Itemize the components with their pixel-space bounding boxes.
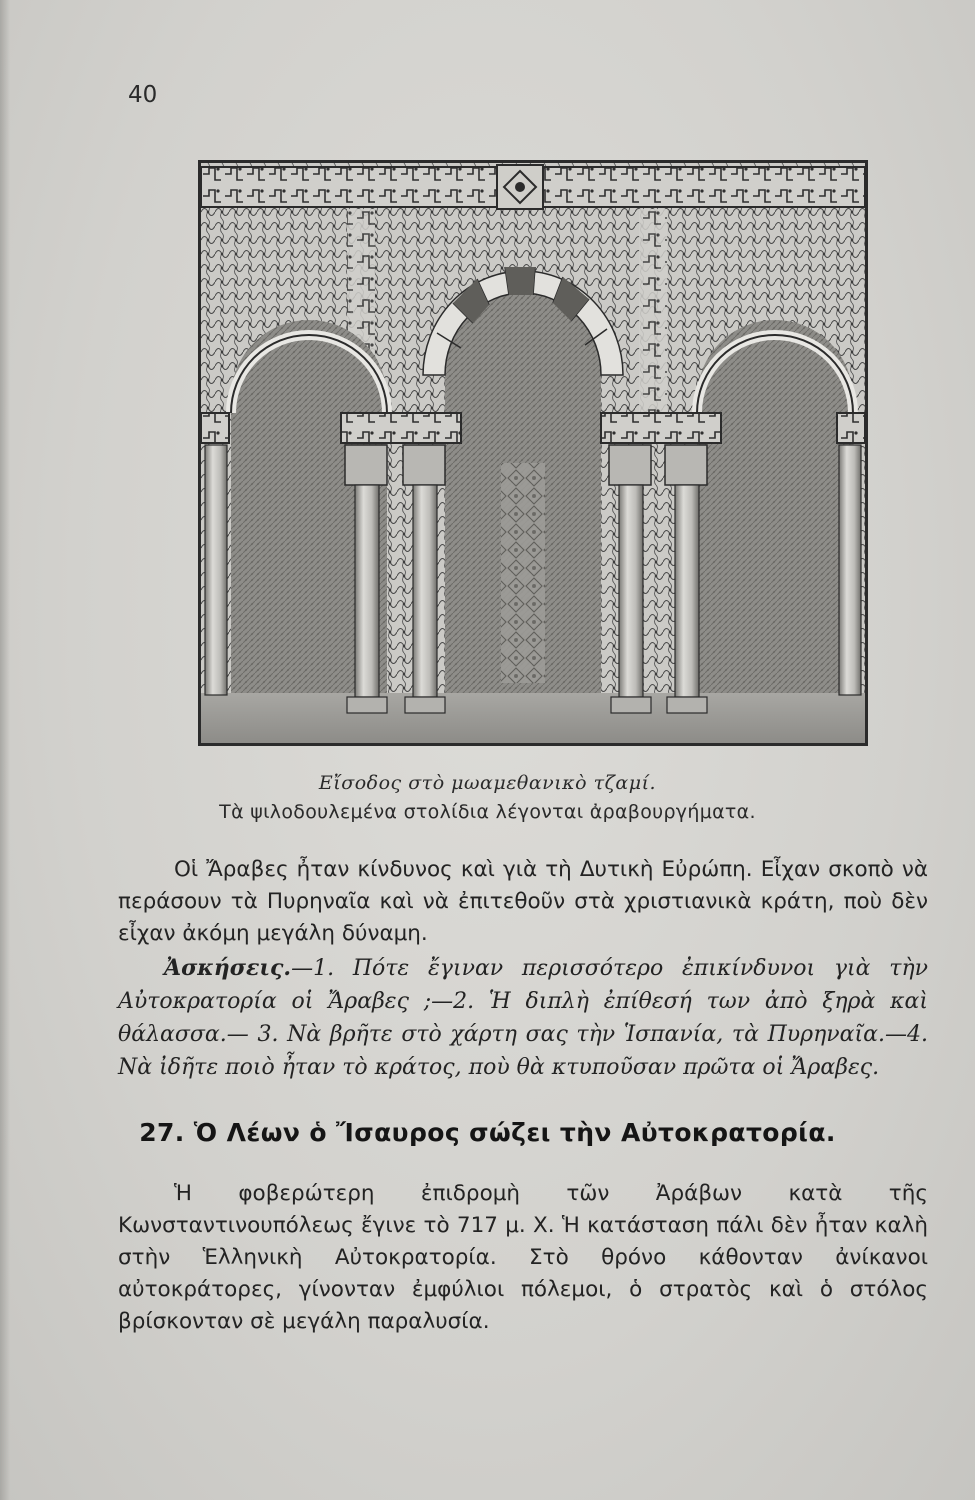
figure-caption-title: Εἴσοδος στὸ μωαμεθανικὸ τζαμί. xyxy=(318,772,657,794)
mosque-entrance-illustration xyxy=(198,160,868,746)
paragraph-section-27 xyxy=(118,1178,928,1338)
figure-caption-text: Τὰ ψιλοδουλεμένα στολίδια λέγονται ἀραβουργήματα. xyxy=(219,801,756,823)
page-number: 40 xyxy=(128,82,158,108)
section-heading: 27. Ὁ Λέων ὁ Ἴσαυρος σώζει τὴν Αὐτοκρατορία. xyxy=(139,1118,836,1147)
paragraph-arabs-danger xyxy=(118,854,928,950)
mosque-arches-drawing xyxy=(201,163,865,743)
exercises-label: Ἀσκήσεις. xyxy=(164,955,292,981)
exercises-block xyxy=(118,952,928,1084)
paragraph-1-text: Οἱ Ἄραβες ἦταν κίνδυνος καὶ γιὰ τὴ Δυτικὴ Εὐρώπη. Εἶχαν σκοπὸ νὰ περάσουν τὰ Πυρηναῖα καὶ νὰ ἐπιτεθοῦν στὰ χριστιανικὰ κράτη, ποὺ δὲν εἶχαν ἀκόμη μεγάλη δύναμη. xyxy=(118,857,928,946)
section-paragraph-text: Ἡ φοβερώτερη ἐπιδρομὴ τῶν Ἀράβων κατὰ τῆς Κωνσταντινουπόλεως ἔγινε τὸ 717 μ. Χ. Ἡ κατάσταση πάλι δὲν ἦταν καλὴ στὴν Ἑλληνικὴ Αὐτοκρατορία. Στὸ θρόνο κάθονταν ἀνίκανοι αὐτοκράτορες, γίνονταν ἐμφύλιοι πόλεμοι, ὁ στρατὸς καὶ ὁ στόλος βρίσκονταν σὲ μεγάλη παραλυσία. xyxy=(118,1181,928,1334)
page-edge-shadow xyxy=(0,0,10,1500)
exercises-text: —1. Πότε ἔγιναν περισσότερο ἐπικίνδυνοι γιὰ τὴν Αὐτοκρατορία οἱ Ἄραβες ;—2. Ἡ διπλὴ ἐπίθεσή των ἀπὸ ξηρὰ καὶ θάλασσα.— 3. Νὰ βρῆτε στὸ χάρτη σας τὴν Ἱσπανία, τὰ Πυρηναῖα.—4. Νὰ ἰδῆτε ποιὸ ἦταν τὸ κράτος, ποὺ θὰ κτυποῦσαν πρῶτα οἱ Ἄραβες. xyxy=(118,956,928,1080)
